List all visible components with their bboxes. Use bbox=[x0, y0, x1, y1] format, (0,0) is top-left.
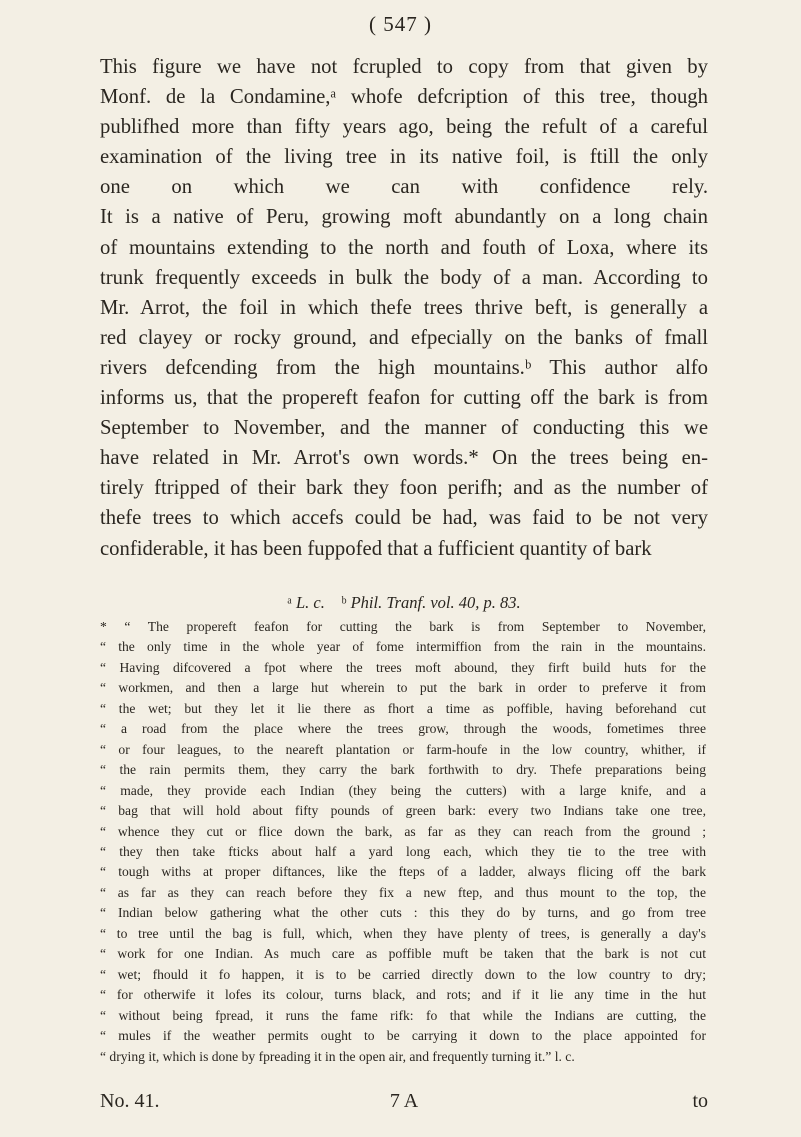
text-line: rivers defcending from the high mountains.ᵇ This author alfo bbox=[100, 356, 708, 379]
text-line: trunk frequently exceeds in bulk the body of a man. According to bbox=[100, 266, 708, 289]
text-line: have related in Mr. Arrot's own words.* On the trees being en- bbox=[100, 447, 708, 470]
text-line: publifhed more than fifty years ago, being the refult of a careful bbox=[100, 116, 708, 139]
footnote-line: “ tough withs at proper diftances, like the fteps of a ladder, always flicing off the bark bbox=[100, 864, 706, 880]
text-line: September to November, and the manner of conducting this we bbox=[100, 417, 708, 440]
text-line: This figure we have not fcrupled to copy from that given by bbox=[100, 56, 708, 78]
footnote bbox=[100, 617, 706, 1067]
text-line: informs us, that the propereft feafon for cutting off the bark is from bbox=[100, 387, 708, 410]
footnote-line: * “ The propereft feafon for cutting the bark is from September to November, bbox=[100, 619, 706, 634]
footnote-line: “ Having difcovered a fpot where the trees moft abound, they firft build huts for the bbox=[100, 659, 706, 675]
citation-a: L. c. bbox=[295, 593, 325, 612]
citation-line bbox=[100, 593, 708, 613]
footnote-line: “ workmen, and then a large hut wherein to put the bark in order to preferve it from bbox=[100, 680, 706, 696]
text-line: of mountains extending to the north and fouth of Loxa, where its bbox=[100, 236, 708, 259]
text-line: tirely ftripped of their bark they foon perifh; and as the number of bbox=[100, 477, 708, 500]
footnote-line: “ they then take fticks about half a yard long each, which they tie to the tree with bbox=[100, 843, 706, 859]
footnote-line: “ mules if the weather permits ought to be carrying it down to the place appointed for bbox=[100, 1028, 706, 1044]
footnote-line: “ or four leagues, to the neareft plantation or farm-houfe in the low country, whither, if bbox=[100, 741, 706, 757]
footnote-line: “ the wet; but they let it lie there as fhort a time as poffible, having beforehand cut bbox=[100, 700, 706, 716]
footnote-line: “ whence they cut or flice down the bark, as far as they can reach from the ground ; bbox=[100, 823, 706, 839]
footnote-line: “ the only time in the whole year of fome intermiffion from the rain in the mountains. bbox=[100, 639, 706, 655]
footnote-line: “ wet; fhould it fo happen, it is to be carried directly down to the low country to dry; bbox=[100, 966, 706, 982]
footnote-line: “ bag that will hold about fifty pounds of green bark: every two Indians take one tree, bbox=[100, 803, 706, 819]
text-line: Mr. Arrot, the foil in which thefe trees thrive beft, is generally a bbox=[100, 296, 708, 319]
gathering-number: No. 41. bbox=[100, 1090, 160, 1112]
footnote-line: “ Indian below gathering what the other cuts : this they do by turns, and go from tree bbox=[100, 905, 706, 921]
text-line: red clayey or rocky ground, and efpecially on the banks of fmall bbox=[100, 326, 708, 349]
page-footer bbox=[100, 1090, 708, 1120]
footnote-line: “ without being fpread, it runs the fame rifk: fo that while the Indians are cutting, the bbox=[100, 1007, 706, 1023]
catchword: to bbox=[692, 1090, 708, 1112]
text-line: It is a native of Peru, growing moft abundantly on a long chain bbox=[100, 206, 708, 229]
citation-a-mark: ᵃ bbox=[287, 593, 292, 612]
text-line: confiderable, it has been fuppofed that a fufficient quantity of bark bbox=[100, 537, 652, 560]
footnote-line: “ drying it, which is done by fpreading it in the open air, and frequently turning it.” l. c. bbox=[100, 1048, 575, 1064]
page-number: ( 547 ) bbox=[369, 12, 432, 36]
footnote-line: “ made, they provide each Indian (they being the cutters) with a large knife, and a bbox=[100, 782, 706, 798]
footnote-line: “ the rain permits them, they carry the bark forthwith to dry. Thefe preparations being bbox=[100, 762, 706, 778]
signature-mark: 7 A bbox=[389, 1090, 419, 1112]
footnote-line: “ as far as they can reach before they fix a new ftep, and thus mount to the top, the bbox=[100, 884, 706, 900]
citation-b: Phil. Tranf. vol. 40, p. 83. bbox=[350, 593, 521, 612]
footnote-line: “ work for one Indian. As much care as poffible muft be taken that the bark is not cut bbox=[100, 946, 706, 962]
text-line: one on which we can with confidence rely. bbox=[100, 176, 708, 199]
text-line: Monf. de la Condamine,ᵃ whofe defcription of this tree, though bbox=[100, 86, 708, 109]
footnote-line: “ for otherwife it lofes its colour, turns black, and rots; and if it lie any time in the hut bbox=[100, 987, 706, 1003]
main-text bbox=[100, 52, 708, 564]
citation-b-mark: ᵇ bbox=[341, 593, 347, 612]
text-line: thefe trees to which accefs could be had, was faid to be not very bbox=[100, 507, 708, 530]
footnote-line: “ a road from the place where the trees grow, through the woods, fometimes three bbox=[100, 721, 706, 737]
text-line: examination of the living tree in its native foil, is ftill the only bbox=[100, 146, 708, 169]
footnote-line: “ to tree until the bag is full, which, when they have plenty of trees, is generally a day's bbox=[100, 925, 706, 941]
